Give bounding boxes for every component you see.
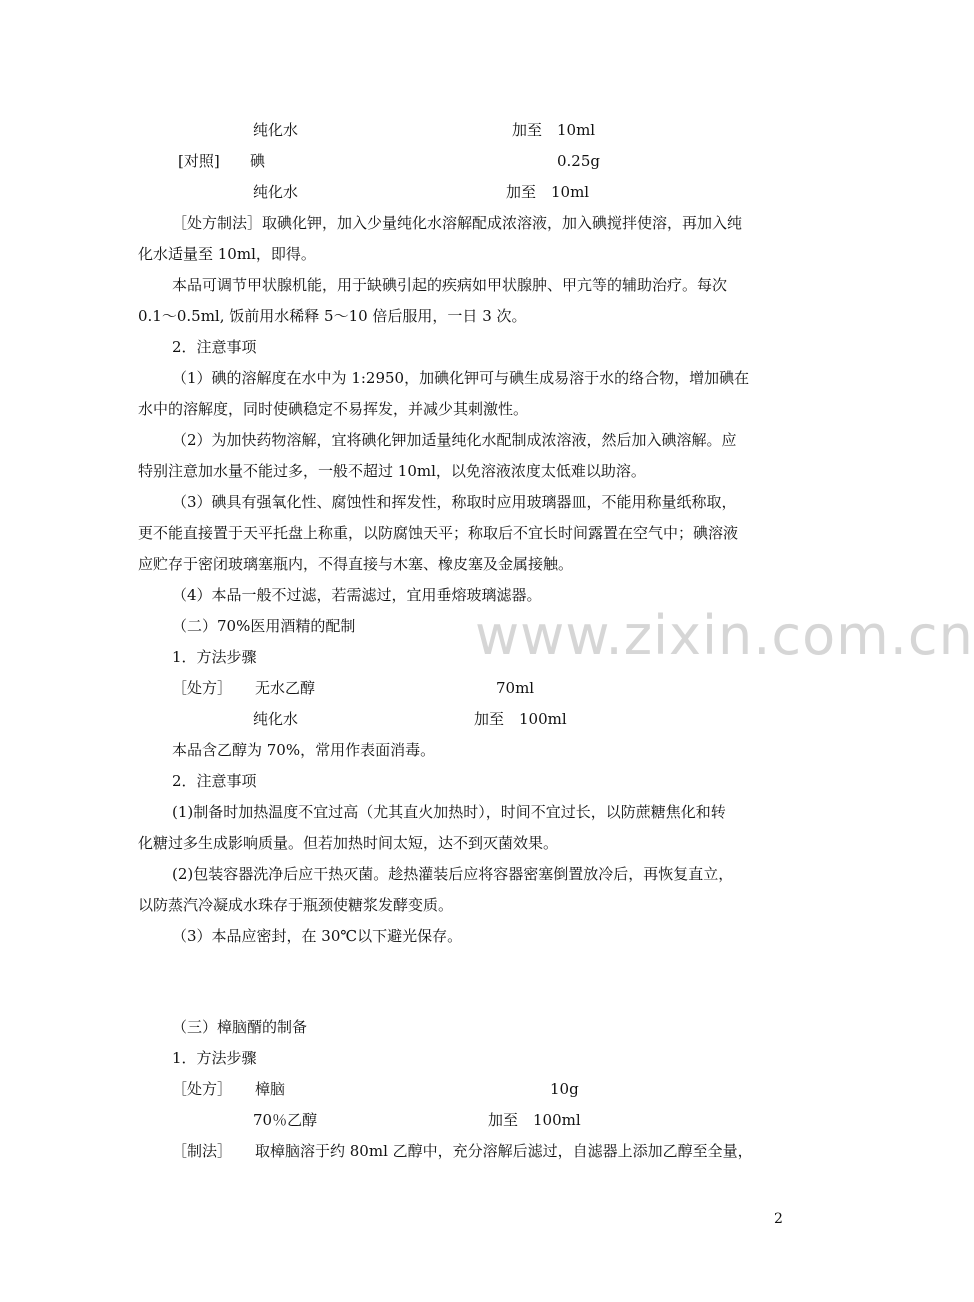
- text-line-s3: （三）樟脑醑的制备: [172, 1018, 308, 1036]
- text-line-s2: （二）70%医用酒精的配制: [172, 617, 356, 635]
- text-line-l1a: 纯化水: [253, 121, 299, 139]
- text-line-n2b: 特别注意加水量不能过多，一般不超过 10ml，以免溶液浓度太低难以助溶。: [138, 462, 646, 480]
- text-line-p1a: ［处方制法］取碘化钾，加入少量纯化水溶解配成浓溶液，加入碘搅拌使溶，再加入纯: [172, 214, 743, 232]
- text-line-k2a: (2)包装容器洗净后应干热灭菌。趁热灌装后应将容器密塞倒置放冷后，再恢复直立，: [172, 865, 734, 883]
- text-line-m2: 1．方法步骤: [172, 1049, 257, 1067]
- text-line-r1a: ［处方］: [172, 679, 233, 697]
- text-line-r2a: 纯化水: [253, 710, 299, 728]
- text-line-l2b: 碘: [250, 152, 266, 170]
- text-line-k3: （3）本品应密封，在 30℃以下避光保存。: [172, 927, 463, 945]
- text-line-t2a: 70％乙醇: [253, 1111, 318, 1129]
- text-line-p2a: 本品可调节甲状腺机能，用于缺碘引起的疾病如甲状腺肿、甲亢等的辅助治疗。每次: [172, 276, 728, 294]
- text-line-z1a: ［制法］: [172, 1142, 233, 1160]
- text-line-l3a: 纯化水: [253, 183, 299, 201]
- text-line-r2b: 加至 100ml: [474, 710, 567, 728]
- text-line-p1b: 化水适量至 10ml，即得。: [138, 245, 316, 263]
- text-line-n2a: （2）为加快药物溶解，宜将碘化钾加适量纯化水配制成浓溶液，然后加入碘溶解。应: [172, 431, 737, 449]
- text-line-u1: 本品含乙醇为 70%，常用作表面消毒。: [172, 741, 436, 759]
- text-line-l3b: 加至 10ml: [506, 183, 590, 201]
- text-line-n1a: （1）碘的溶解度在水中为 1:2950，加碘化钾可与碘生成易溶于水的络合物，增加碘在: [172, 369, 750, 387]
- text-line-r1b: 无水乙醇: [255, 679, 316, 697]
- text-line-r1c: 70ml: [496, 679, 535, 697]
- text-line-l2c: 0.25g: [557, 152, 601, 170]
- text-line-n4: （4）本品一般不过滤，若需滤过，宜用垂熔玻璃滤器。: [172, 586, 542, 604]
- text-line-k1a: (1)制备时加热温度不宜过高（尤其直火加热时），时间不宜过长，以防蔗糖焦化和转: [172, 803, 726, 821]
- page-number: 2: [774, 1211, 783, 1227]
- text-line-h2: 2．注意事项: [172, 338, 257, 356]
- text-line-k1b: 化糖过多生成影响质量。但若加热时间太短，达不到灭菌效果。: [138, 834, 559, 852]
- text-line-t1a: ［处方］: [172, 1080, 233, 1098]
- text-line-l1b: 加至 10ml: [512, 121, 596, 139]
- text-line-n3a: （3）碘具有强氧化性、腐蚀性和挥发性，称取时应用玻璃器皿，不能用称量纸称取，: [172, 493, 737, 511]
- text-line-n3b: 更不能直接置于天平托盘上称重，以防腐蚀天平；称取后不宜长时间露置在空气中；碘溶液: [138, 524, 739, 542]
- watermark: www.zixin.com.cn: [475, 604, 974, 667]
- text-line-l2a: [对照]: [178, 152, 220, 170]
- text-line-p2b: 0.1～0.5ml, 饭前用水稀释 5～10 倍后服用，一日 3 次。: [138, 307, 527, 325]
- text-line-t2b: 加至 100ml: [488, 1111, 581, 1129]
- text-line-t1b: 樟脑: [255, 1080, 286, 1098]
- text-line-n3c: 应贮存于密闭玻璃塞瓶内，不得直接与木塞、橡皮塞及金属接触。: [138, 555, 574, 573]
- text-line-z1b: 取樟脑溶于约 80ml 乙醇中，充分溶解后滤过，自滤器上添加乙醇至全量，: [255, 1142, 753, 1160]
- text-line-m1: 1．方法步骤: [172, 648, 257, 666]
- text-line-t1c: 10g: [550, 1080, 579, 1098]
- text-line-n1b: 水中的溶解度，同时使碘稳定不易挥发，并减少其刺激性。: [138, 400, 529, 418]
- text-line-k2b: 以防蒸汽冷凝成水珠存于瓶颈使糖浆发酵变质。: [138, 896, 454, 914]
- text-line-h2b: 2．注意事项: [172, 772, 257, 790]
